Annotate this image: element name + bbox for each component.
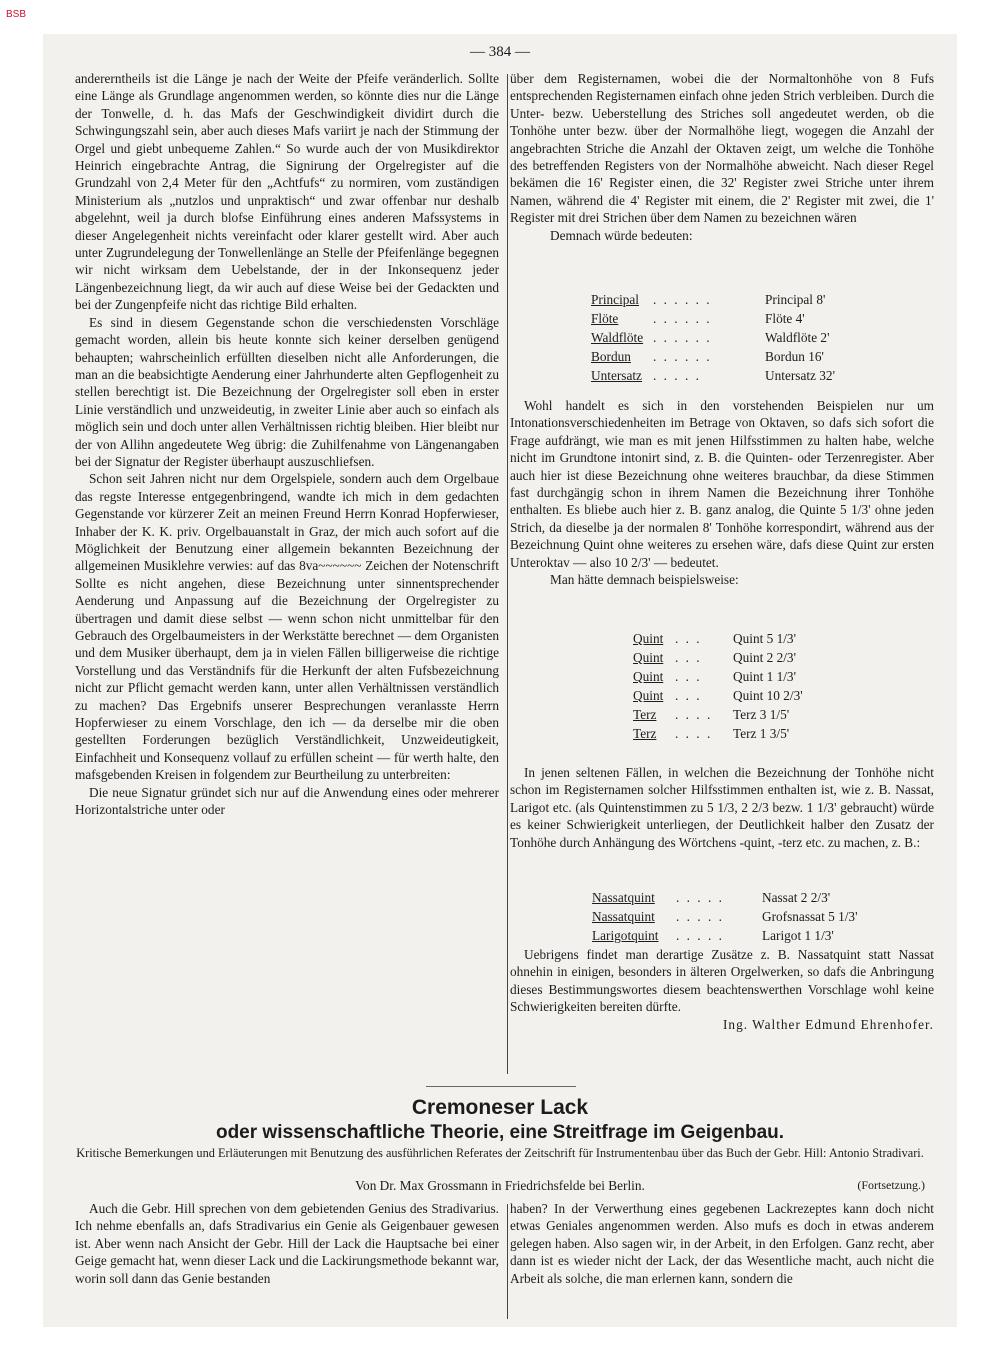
leader-dots: . . . [675, 631, 702, 646]
signature: Ing. Walther Edmund Ehrenhofer. [723, 1016, 934, 1032]
register-pitch: Nassat 2 2/3' [762, 890, 831, 905]
register-name: Untersatz [591, 368, 642, 383]
register-name: Nassatquint [592, 909, 655, 924]
register-table-1 [591, 290, 835, 385]
register-row [591, 347, 835, 366]
register-pitch: Larigot 1 1/3' [762, 928, 834, 943]
label: Demnach würde bedeuten: [550, 227, 693, 243]
register-row [591, 328, 835, 347]
paragraph: haben? In der Verwerthung eines gegebenen Lackrezeptes kann doch nicht etwas Geniales angenommen werden. Also mufs es doch in etwas anderem gelegen haben. Also sagen wir, in der Arbeit, in den Erfolgen. Ganz recht, aber dann ist es wieder nicht der Lack, der das Wesentliche macht, auch nicht die Arbeit als solche, die man erlernen kann, sondern die [510, 1201, 934, 1286]
register-pitch: Terz 3 1/5' [733, 707, 790, 722]
paragraph: Es sind in diesem Gegenstande schon die verschiedensten Vorschläge gemacht worden, allein bis heute konnte sich keiner derselben genügend behaupten; wahrscheinlich erfüllten dieselben nicht alle Anforderungen, die man an die beabsichtigte Aenderung einer Jahrhunderte alten Gepflogenheit zu stellen berechtigt ist. Die Bezeichnung der Orgelregister soll eben in erster Linie verständlich und unzweideutig, in zweiter Linie aber auch so einfach als möglich sein und doch unter allen Verhältnissen richtig bleiben. Hier bleibt nur der von Allihn angedeutete Weg übrig: die Zuhilfenahme von Längenangaben bei der Signatur der Register überhaupt auszuschliefsen. [75, 314, 499, 469]
register-name: Quint [633, 650, 664, 665]
article2-right-column [510, 1200, 934, 1287]
right-column [510, 70, 934, 244]
register-table-2 [633, 629, 803, 743]
register-name: Terz [633, 707, 657, 722]
register-row [633, 629, 803, 648]
register-name: Quint [633, 688, 664, 703]
continued-note: (Fortsetzung.) [857, 1178, 925, 1192]
section-divider [426, 1086, 576, 1087]
leader-dots: . . . . [675, 707, 713, 722]
paragraph: Auch die Gebr. Hill sprechen von dem gebietenden Genius des Stradivarius. Ich nehme ebenfalls an, dafs Stradivarius ein Genie als Geigenbauer gewesen ist. Aber wenn nach Ansicht der Gebr. Hill der Lack die Hauptsache bei einer Geige gemacht hat, wenn dieser Lack und die Lackirungsmethode bekannt war, worin soll dann das Genie bestanden [75, 1201, 499, 1286]
leader-dots: . . . . . [676, 928, 724, 943]
register-row [592, 926, 857, 945]
register-pitch: Bordun 16' [765, 349, 824, 364]
library-stamp: BSB [6, 9, 27, 20]
leader-dots: . . . . . . [653, 292, 712, 307]
register-pitch: Quint 10 2/3' [733, 688, 803, 703]
register-pitch: Grofsnassat 5 1/3' [762, 909, 858, 924]
page-number: — 384 — [470, 44, 530, 60]
register-row [633, 667, 803, 686]
register-pitch: Terz 1 3/5' [733, 726, 790, 741]
article-title: Cremoneser Lack [411, 1096, 589, 1119]
register-row [591, 366, 835, 385]
author: Von Dr. Max Grossmann in Friedrichsfelde bei Berlin. [355, 1178, 645, 1193]
paragraph: Uebrigens findet man derartige Zusätze z. B. Nassatquint statt Nassat ohnehin in einigen, besonders in älteren Orgelwerken, so dafs die Anbringung dieses Bestimmungswortes diesem beachtenswerthen Vorschlage wohl keine Schwierigkeiten bereiten dürfte. [510, 947, 934, 1015]
paragraph: Die neue Signatur gründet sich nur auf die Anwendung eines oder mehrerer Horizontalstriche unter oder [75, 784, 499, 818]
right-column-mid [510, 397, 934, 588]
label: Man hätte demnach beispielsweise: [550, 572, 739, 588]
register-name: Principal [591, 292, 640, 307]
register-row [591, 290, 835, 309]
register-row [592, 888, 857, 907]
register-name: Flöte [591, 311, 619, 326]
leader-dots: . . . . . . [653, 311, 712, 326]
leader-dots: . . . . [675, 726, 713, 741]
register-row [592, 907, 857, 926]
left-column [75, 70, 499, 818]
register-row [633, 686, 803, 705]
leader-dots: . . . [675, 688, 702, 703]
column-divider [507, 1204, 508, 1319]
register-row [633, 648, 803, 667]
right-column-mid2 [510, 764, 934, 851]
paragraph: über dem Registernamen, wobei die der Normaltonhöhe von 8 Fufs entsprechenden Registernamen einfach ohne jeden Strich verbleiben. Durch die Unter- bezw. Ueberstellung des Striches soll angedeutet werden, ob die Tonhöhe unter bezw. über der Normalhöhe liegt, wogegen die Anzahl der angebrachten Striche die Anzahl der Oktaven zeigt, um welche die Tonhöhe des betreffenden Registers von der Normalhöhe abweicht. Nach dieser Regel bekämen die 16' Register einen, die 32' Register zwei Striche unter ihrem Namen, während die 4' Register mit einem, die 2' Register mit zwei, die 1' Register mit drei Strichen über dem Namen zu bezeichnen wären [510, 71, 934, 226]
register-name: Nassatquint [592, 890, 655, 905]
leader-dots: . . . . . . [653, 349, 712, 364]
register-pitch: Quint 5 1/3' [733, 631, 796, 646]
leader-dots: . . . [675, 650, 702, 665]
register-pitch: Quint 2 2/3' [733, 650, 796, 665]
paragraph: Wohl handelt es sich in den vorstehenden Beispielen nur um Intonationsverschiedenheiten im Betrage von Oktaven, so dafs sich sofort die Frage aufdrängt, wie man es mit jenen Hilfsstimmen zu halten habe, welche nicht im Grundtone intonirt sind, z. B. die Quinten- oder Terzenregister. Aber auch hier ist diese Bezeichnung ohne weiteres brauchbar, da diese Stimmen fast durchgängig schon in ihrem Namen die Bezeichnung ihrer Tonhöhe enthalten. Es bliebe auch hier z. B. ganz analog, die Quinte 5 1/3' ohne jeden Strich, da dieselbe ja der normalen 8' Tonhöhe korrespondirt, während aus der Bezeichnung Quint ohne weiteres zu ersehen wäre, dafs diese Quint zur ersten Unteroktav — also 10 2/3' — bedeutet. [510, 398, 934, 570]
register-name: Bordun [591, 349, 631, 364]
register-pitch: Quint 1 1/3' [733, 669, 796, 684]
register-pitch: Waldflöte 2' [765, 330, 830, 345]
leader-dots: . . . . . [676, 909, 724, 924]
leader-dots: . . . [675, 669, 702, 684]
right-column-end [510, 946, 934, 1033]
register-name: Quint [633, 669, 664, 684]
register-row [591, 309, 835, 328]
register-pitch: Untersatz 32' [765, 368, 835, 383]
paragraph: andererntheils ist die Länge je nach der Weite der Pfeife veränderlich. Sollte eine Länge als Grundlage angenommen werden, so könnte dies nur die Länge der Tonwelle, d. h. das Mafs der Geschwindigkeit dividirt durch die Schwingungszahl sein, aber auch dieses Mafs variirt je nach der Stimmung der Orgel und giebt unbequeme Zahlen.“ So wurde auch der von Musikdirektor Heinrich eingebrachte Antrag, die Signirung der Orgelregister auf die Grundzahl von 2,4 Meter für den „Achtfufs“ zu normiren, vom zuständigen Ministerium als „nutzlos und unpraktisch“ und zwar offenbar nur deshalb abgelehnt, weil ja durch blofse Einführung eines anderen Mafssystems in dieser Angelegenheit nichts vereinfacht oder klarer gestellt wird. Aber auch unter Zugrundelegung der Tonwellenlänge an Stelle der Pfeifenlänge begegnen wir nicht wirksam dem Uebelstande, der in der Inkonsequenz jeder Längenbezeichnung liegt, da wir auch auf diese Weise bei der Gedackten und bei der Zungenpfeife nicht das richtige Bild erhalten. [75, 71, 499, 313]
article-description: Kritische Bemerkungen und Erläuterungen mit Benutzung des ausführlichen Referates der Zeitschrift für Instrumentenbau über das Buch der Gebr. Hill: Antonio Stradivari. [76, 1146, 924, 1160]
register-row [633, 724, 803, 743]
register-pitch: Principal 8' [765, 292, 826, 307]
register-row [633, 705, 803, 724]
paragraph: In jenen seltenen Fällen, in welchen die Bezeichnung der Tonhöhe nicht schon im Registernamen solcher Hilfsstimmen enthalten ist, wie z. B. Nassat, Larigot etc. (als Quintenstimmen zu 5 1/3, 2 2/3 bezw. 1 1/3' gebraucht) würde es keiner Schwierigkeit unterliegen, der Deutlichkeit halber den Zusatz der Tonhöhe durch Anhängung des Wörtchens -quint, -terz etc. zu machen, z. B.: [510, 765, 934, 850]
register-name: Larigotquint [592, 928, 659, 943]
register-name: Quint [633, 631, 664, 646]
register-table-3 [592, 888, 857, 945]
leader-dots: . . . . . [676, 890, 724, 905]
journal-page [43, 34, 957, 1327]
register-pitch: Flöte 4' [765, 311, 805, 326]
column-divider [507, 74, 508, 1074]
leader-dots: . . . . . [653, 368, 701, 383]
leader-dots: . . . . . . [653, 330, 712, 345]
article2-left-column [75, 1200, 499, 1287]
register-name: Terz [633, 726, 657, 741]
paragraph: Schon seit Jahren nicht nur dem Orgelspiele, sondern auch dem Orgelbaue das regste Interesse entgegenbringend, wandte ich mich in dem gedachten Gegenstande vor kürzerer Zeit an meinen Freund Herrn Konrad Hopferwieser, Inhaber der K. K. priv. Orgelbauanstalt in Graz, der mich auch sofort auf die Möglichkeit der Benutzung einer allgemein bekannten Bezeichnung der allgemeinen Musiklehre verwies: auf das 8va~~~~~~ Zeichen der Notenschrift Sollte es nicht angehen, diese Bezeichnung unter sinnentsprechender Aenderung und Anpassung auf die Bezeichnung der Orgelregister zu übertragen und damit diese selbst — wenn schon nicht unmittelbar für den Gebrauch des Orgelbaumeisters in der Werkstätte berechnet — dem Organisten und dem Musiker überhaupt, dem ja in vielen Fällen billigerweise die richtige Vorstellung und das Verständnifs für die Herkunft der alten Fufsbezeichnung nicht zur Pflicht gemacht werden kann, unter allen Verhältnissen verständlich zu machen? Das Ergebnifs unserer Besprechungen veranlasste Herrn Hopferwieser zu einem Vorschlage, den ich — da derselbe mir die oben gestellten Forderungen bezüglich Verständlichkeit, Unzweideutigkeit, Einfachheit und Konsequenz vollauf zu erfüllen scheint — für werth halte, den mafsgebenden Kreisen in folgendem zur Beurtheilung zu unterbreiten: [75, 471, 499, 783]
register-name: Waldflöte [591, 330, 644, 345]
article-subtitle-headline: oder wissenschaftliche Theorie, eine Streitfrage im Geigenbau. [215, 1122, 785, 1143]
